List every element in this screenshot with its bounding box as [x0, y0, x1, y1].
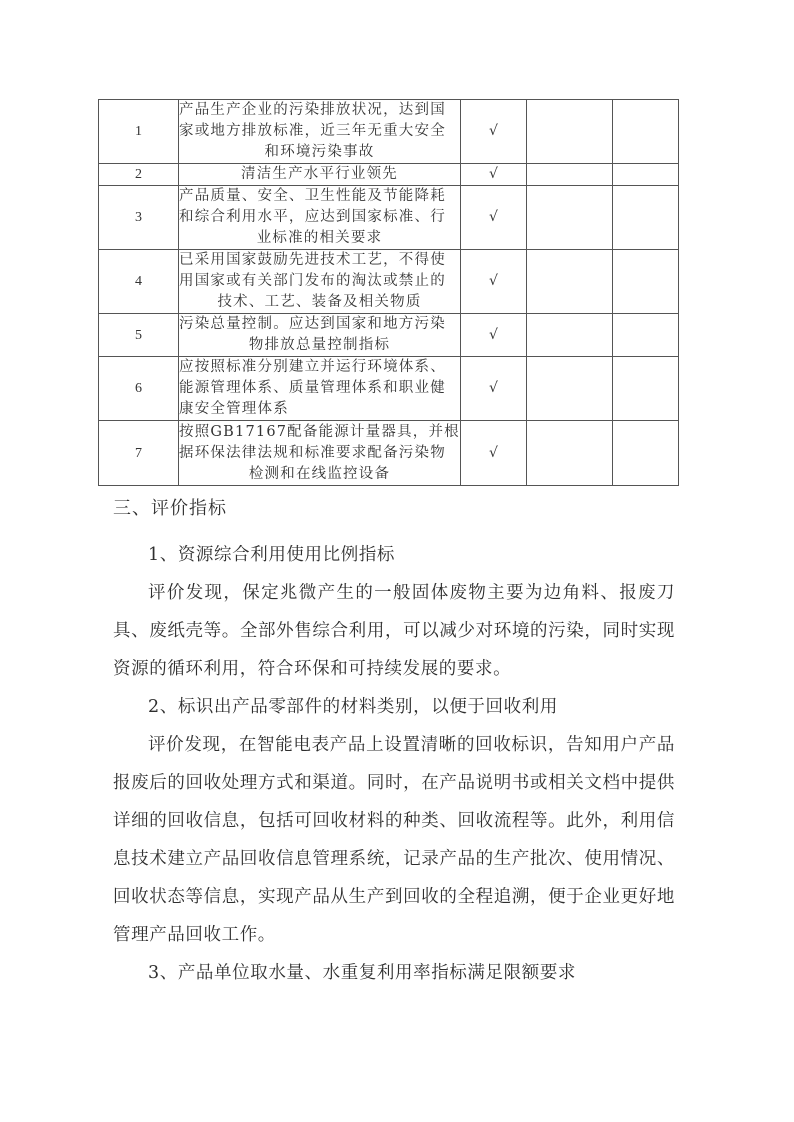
row-description: [179, 250, 461, 314]
check-mark: √: [461, 421, 527, 486]
empty-cell: [613, 100, 679, 164]
empty-cell: [613, 250, 679, 314]
subsection-heading: 3、产品单位取水量、水重复利用率指标满足限额要求: [148, 963, 577, 983]
description-line: 按照GB17167配备能源计量器具，并根: [179, 423, 460, 440]
description-line: 技术、工艺、装备及相关物质: [217, 294, 422, 310]
section-heading: 三、评价指标: [113, 498, 227, 519]
body-text: [113, 536, 675, 992]
empty-cell: [613, 357, 679, 421]
row-description: [179, 314, 461, 357]
row-number: 5: [99, 314, 179, 357]
table-row: [99, 421, 679, 486]
empty-cell: [527, 164, 613, 186]
subsection-heading: 2、标识出产品零部件的材料类别，以便于回收利用: [148, 697, 558, 717]
row-description: [179, 164, 461, 186]
description-line: 能源管理体系、质量管理体系和职业健: [179, 380, 446, 396]
empty-cell: [527, 314, 613, 357]
empty-cell: [527, 100, 613, 164]
row-number: 3: [99, 186, 179, 250]
table-row: [99, 164, 679, 186]
description-line: 和综合利用水平，应达到国家标准、行: [179, 209, 446, 225]
check-mark: √: [461, 314, 527, 357]
row-number: 2: [99, 164, 179, 186]
empty-cell: [613, 421, 679, 486]
description-line: 已采用国家鼓励先进技术工艺，不得使: [179, 252, 446, 268]
empty-cell: [527, 357, 613, 421]
row-description: [179, 100, 461, 164]
description-line: 家或地方排放标准，近三年无重大安全: [179, 123, 446, 139]
description-line: 应按照标准分别建立并运行环境体系、: [179, 359, 446, 375]
empty-cell: [613, 186, 679, 250]
description-line: 物排放总量控制指标: [248, 337, 391, 353]
description-line: 康安全管理体系: [179, 401, 289, 417]
table-row: [99, 357, 679, 421]
description-line: 产品生产企业的污染排放状况，达到国: [179, 102, 446, 118]
check-mark: √: [461, 250, 527, 314]
description-line: 和环境污染事故: [264, 144, 375, 160]
empty-cell: [527, 250, 613, 314]
check-mark: √: [461, 164, 527, 186]
requirements-table: [98, 99, 679, 486]
row-number: 4: [99, 250, 179, 314]
check-mark: √: [461, 186, 527, 250]
paragraph: 评价发现，在智能电表产品上设置清晰的回收标识，告知用户产品报废后的回收处理方式和渠道。同时，在产品说明书或相关文档中提供详细的回收信息，包括可回收材料的种类、回收流程等。此外，利用信息技术建立产品回收信息管理系统，记录产品的生产批次、使用情况、回收状态等信息，实现产品从生产到回收的全程追溯，便于企业更好地管理产品回收工作。: [113, 735, 675, 945]
check-mark: √: [461, 357, 527, 421]
empty-cell: [613, 164, 679, 186]
row-description: [179, 421, 461, 486]
check-mark: √: [461, 100, 527, 164]
subsection-heading: 1、资源综合利用使用比例指标: [148, 545, 396, 565]
table-row: [99, 100, 679, 164]
description-line: 污染总量控制。应达到国家和地方污染: [179, 316, 446, 332]
row-description: [179, 357, 461, 421]
description-line: 用国家或有关部门发布的淘汰或禁止的: [179, 273, 446, 289]
row-number: 6: [99, 357, 179, 421]
table-row: [99, 314, 679, 357]
description-line: 检测和在线监控设备: [248, 465, 391, 482]
description-line: 产品质量、安全、卫生性能及节能降耗: [179, 188, 446, 204]
description-line: 据环保法律法规和标准要求配备污染物: [179, 444, 446, 461]
empty-cell: [527, 421, 613, 486]
description-line: 清洁生产水平行业领先: [241, 166, 398, 182]
row-description: [179, 186, 461, 250]
table-row: [99, 250, 679, 314]
paragraph: 评价发现，保定兆微产生的一般固体废物主要为边角料、报废刀具、废纸壳等。全部外售综合利用，可以减少对环境的污染，同时实现资源的循环利用，符合环保和可持续发展的要求。: [113, 583, 675, 679]
row-number: 7: [99, 421, 179, 486]
row-number: 1: [99, 100, 179, 164]
empty-cell: [527, 186, 613, 250]
empty-cell: [613, 314, 679, 357]
table-row: [99, 186, 679, 250]
description-line: 业标准的相关要求: [256, 230, 383, 246]
